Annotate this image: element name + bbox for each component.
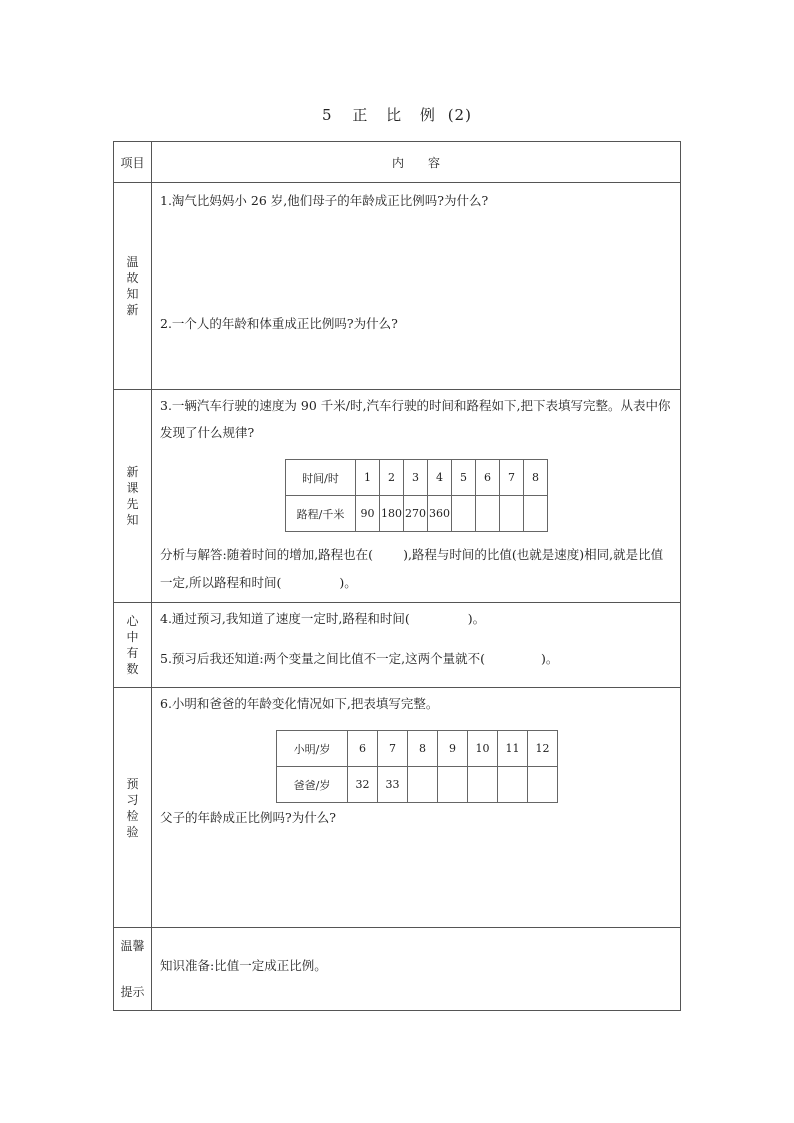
distance-blank[interactable]	[524, 496, 548, 532]
distance-cell: 90	[356, 496, 380, 532]
distance-label: 路程/千米	[286, 496, 356, 532]
dad-age-blank[interactable]	[438, 767, 468, 803]
xiaoming-age: 11	[498, 731, 528, 767]
analysis-text	[160, 541, 672, 597]
header-row	[114, 142, 681, 183]
lesson-number: 5	[322, 106, 333, 124]
question-5	[160, 647, 558, 671]
xiaoming-label: 小明/岁	[277, 731, 348, 767]
review-label-cell	[114, 183, 152, 390]
lesson-title: 正 比 例	[352, 106, 442, 124]
page-title	[0, 104, 794, 125]
section-review	[114, 183, 681, 390]
time-cell: 7	[500, 460, 524, 496]
distance-cell: 270	[404, 496, 428, 532]
mind-label: 心中有数	[126, 614, 139, 676]
dad-age-blank[interactable]	[408, 767, 438, 803]
check-label: 预习检验	[126, 776, 139, 839]
q4-text: 4.通过预习,我知道了速度一定时,路程和时间(	[160, 611, 410, 626]
xiaoming-age: 9	[438, 731, 468, 767]
check-content	[152, 688, 681, 928]
tips-label	[114, 938, 151, 1000]
question-1: 1.淘气比妈妈小 26 岁,他们母子的年龄成正比例吗?为什么?	[160, 193, 489, 208]
distance-blank[interactable]	[500, 496, 524, 532]
tips-text: 知识准备:比值一定成正比例。	[160, 958, 327, 973]
question-3: 3.一辆汽车行驶的速度为 90 千米/时,汽车行驶的时间和路程如下,把下表填写完整。从表中你发现了什么规律?	[160, 398, 671, 440]
section-tips	[114, 928, 681, 1011]
dad-age: 32	[348, 767, 378, 803]
xiaoming-age: 8	[408, 731, 438, 767]
dad-age-blank[interactable]	[468, 767, 498, 803]
dad-age-blank[interactable]	[528, 767, 558, 803]
preview-label-cell	[114, 390, 152, 603]
mind-label-cell	[114, 603, 152, 688]
distance-blank[interactable]	[476, 496, 500, 532]
check-label-cell	[114, 688, 152, 928]
question-6: 6.小明和爸爸的年龄变化情况如下,把表填写完整。	[160, 696, 439, 711]
worksheet-table	[113, 141, 681, 1011]
section-check	[114, 688, 681, 928]
time-label: 时间/时	[286, 460, 356, 496]
dad-row	[277, 767, 558, 803]
analysis-part-a: 分析与解答:随着时间的增加,路程也在(	[160, 547, 374, 562]
time-cell: 2	[380, 460, 404, 496]
dad-age: 33	[378, 767, 408, 803]
tips-label-top: 温馨	[120, 939, 145, 953]
xiaoming-age: 12	[528, 731, 558, 767]
mind-content	[152, 603, 681, 688]
lesson-part: (2)	[447, 106, 472, 124]
time-cell: 8	[524, 460, 548, 496]
q5-text: 5.预习后我还知道:两个变量之间比值不一定,这两个量就不(	[160, 651, 485, 666]
tips-label-cell	[114, 928, 152, 1011]
xiaoming-age: 10	[468, 731, 498, 767]
distance-cell: 180	[380, 496, 404, 532]
xiaoming-age: 6	[348, 731, 378, 767]
section-mind	[114, 603, 681, 688]
header-item: 项目	[114, 142, 152, 183]
tips-content	[152, 928, 681, 1011]
xiaoming-age: 7	[378, 731, 408, 767]
preview-label: 新课先知	[126, 465, 139, 527]
time-cell: 4	[428, 460, 452, 496]
time-cell: 1	[356, 460, 380, 496]
section-preview	[114, 390, 681, 603]
speed-distance-row	[286, 496, 548, 532]
dad-age-blank[interactable]	[498, 767, 528, 803]
speed-table	[285, 459, 548, 532]
analysis-part-c: )。	[339, 575, 357, 590]
xiaoming-row	[277, 731, 558, 767]
review-content	[152, 183, 681, 390]
q4-end: )。	[467, 611, 486, 626]
age-table	[276, 730, 558, 803]
preview-content	[152, 390, 681, 603]
review-label: 温故知新	[126, 255, 139, 317]
analysis-part-b: ),路程与时间的比值(也就是速度)相同,就是比值一定,所以路程和时间(	[160, 547, 664, 590]
tips-label-bottom: 提示	[120, 985, 145, 999]
question-4	[160, 607, 485, 631]
distance-cell: 360	[428, 496, 452, 532]
speed-time-row	[286, 460, 548, 496]
q5-end: )。	[541, 651, 559, 666]
distance-blank[interactable]	[452, 496, 476, 532]
question-2: 2.一个人的年龄和体重成正比例吗?为什么?	[160, 316, 398, 331]
question-6-follow: 父子的年龄成正比例吗?为什么?	[160, 810, 336, 825]
time-cell: 6	[476, 460, 500, 496]
dad-label: 爸爸/岁	[277, 767, 348, 803]
time-cell: 3	[404, 460, 428, 496]
time-cell: 5	[452, 460, 476, 496]
header-content: 内 容	[152, 142, 681, 183]
